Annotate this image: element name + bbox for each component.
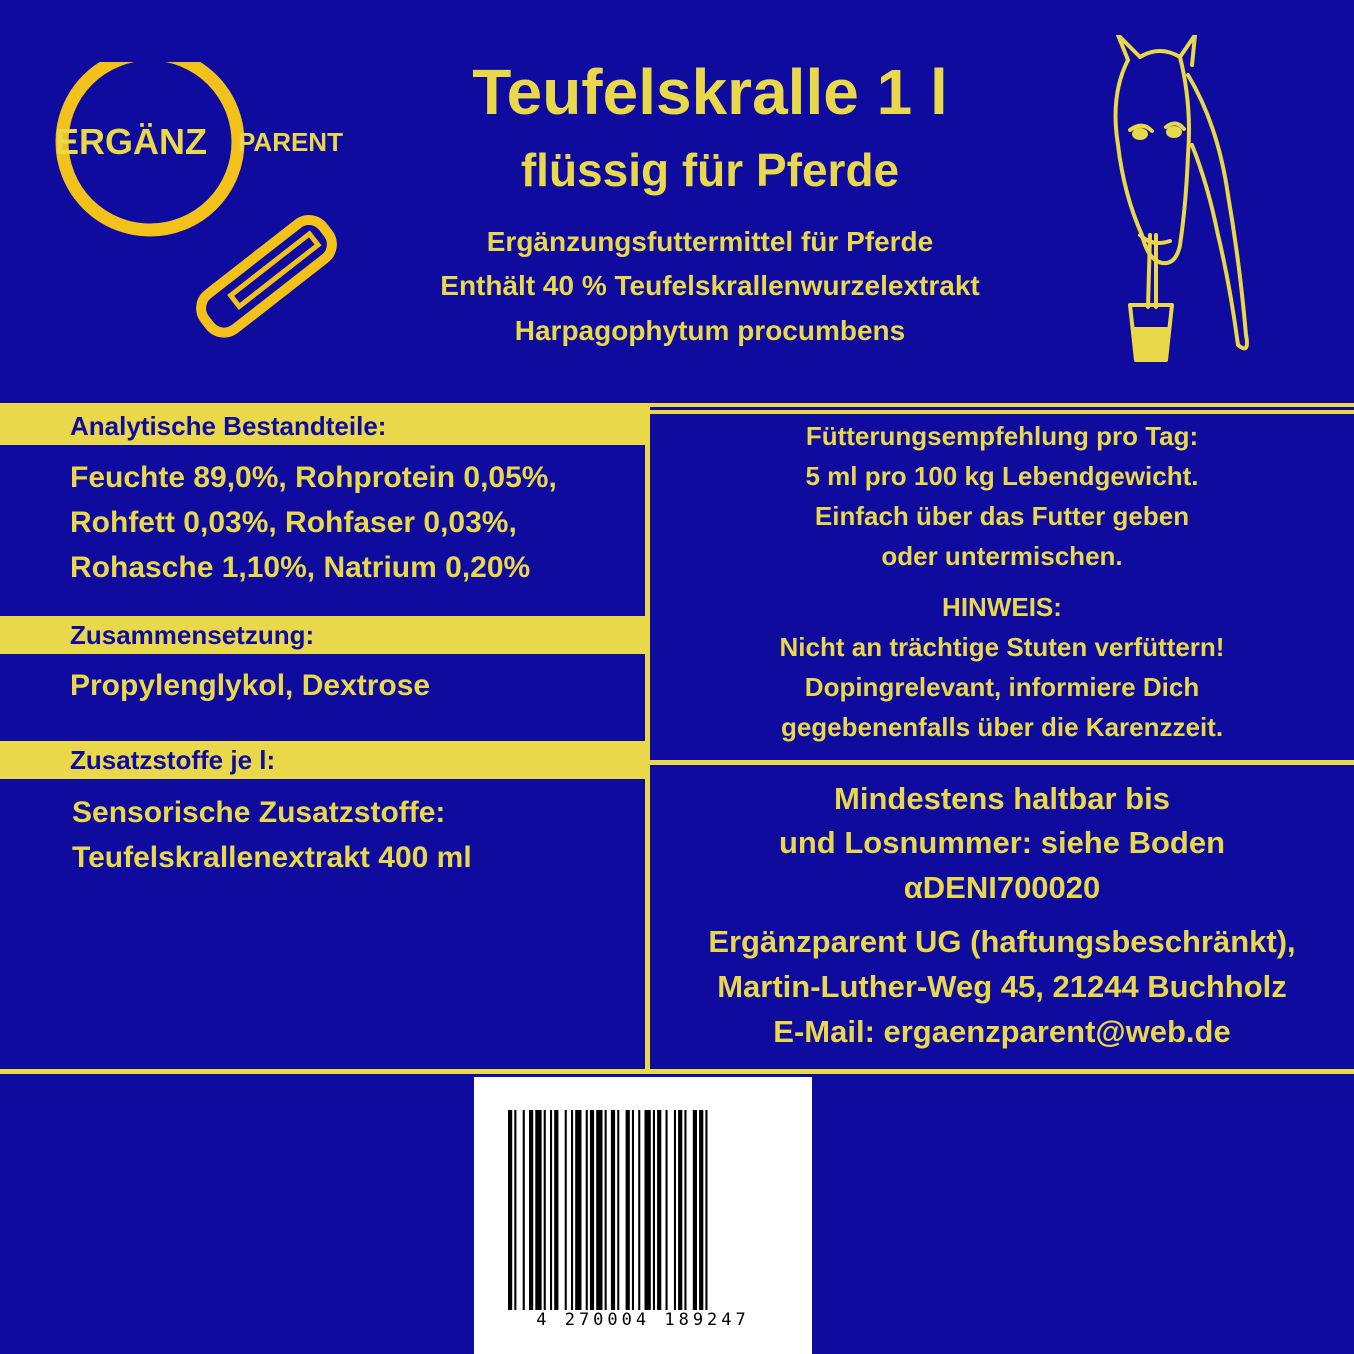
logo-main-text: ERGÄNZ — [55, 121, 207, 162]
feeding-line: Fütterungsempfehlung pro Tag: — [805, 421, 1199, 451]
barcode-bar — [699, 1110, 703, 1310]
barcode-bar — [626, 1110, 630, 1310]
analytic-line: Rohasche 1,10%, Natrium 0,20% — [70, 551, 531, 584]
barcode-bar — [508, 1110, 512, 1310]
barcode-bar — [575, 1110, 581, 1310]
barcode-bar — [678, 1110, 682, 1310]
composition-heading: Zusammensetzung: — [70, 620, 315, 650]
magnifier-icon — [30, 62, 360, 362]
barcode-number: 4 270004 189247 — [536, 1310, 750, 1330]
analytic-line: Rohfett 0,03%, Rohfaser 0,03%, — [70, 506, 517, 539]
barcode-bar — [550, 1110, 552, 1310]
header-line: Ergänzungsfuttermittel für Pferde — [486, 226, 934, 257]
barcode-bar — [565, 1110, 567, 1310]
barcode-bar — [653, 1110, 655, 1310]
divider-line — [0, 1069, 1354, 1074]
horse-drinking-icon — [1100, 35, 1260, 365]
barcode-bar — [529, 1110, 533, 1310]
info-line: Mindestens haltbar bis — [834, 781, 1170, 816]
info-line: und Losnummer: siehe Boden — [778, 825, 1226, 860]
barcode-bar — [705, 1110, 707, 1310]
note-line: Dopingrelevant, informiere Dich — [804, 672, 1200, 702]
analytic-heading-band — [0, 407, 645, 445]
barcode-bar — [674, 1110, 676, 1310]
barcode-bar — [554, 1110, 558, 1310]
composition-text: Propylenglykol, Dextrose — [70, 669, 431, 702]
barcode-bar — [693, 1110, 697, 1310]
barcode-bar — [605, 1110, 607, 1310]
lot-number: αDENI700020 — [903, 870, 1101, 905]
address-line: Martin-Luther-Weg 45, 21244 Buchholz — [717, 969, 1287, 1004]
barcode-bar — [617, 1110, 619, 1310]
barcode-bar — [645, 1110, 651, 1310]
additives-heading: Zusatzstoffe je l: — [70, 745, 276, 775]
note-heading: HINWEIS: — [942, 592, 1062, 622]
barcode-bar — [514, 1110, 516, 1310]
feeding-line: oder untermischen. — [881, 541, 1123, 571]
barcode-bar — [657, 1110, 661, 1310]
header-line: Harpagophytum procumbens — [514, 315, 906, 346]
barcode-bars — [508, 1110, 778, 1310]
barcode-bar — [632, 1110, 634, 1310]
analytic-line: Feuchte 89,0%, Rohprotein 0,05%, — [70, 461, 557, 494]
divider-line — [650, 410, 1354, 414]
barcode-bar — [596, 1110, 602, 1310]
barcode-bar — [535, 1110, 541, 1310]
analytic-heading: Analytische Bestandteile: — [70, 411, 387, 441]
logo-sub-text: PARENT — [238, 127, 343, 157]
note-line: Nicht an trächtige Stuten verfüttern! — [779, 632, 1225, 662]
barcode-bar — [666, 1110, 668, 1310]
barcode-bar — [638, 1110, 640, 1310]
additives-line: Teufelskrallenextrakt 400 ml — [72, 841, 472, 874]
barcode-bar — [523, 1110, 525, 1310]
barcode-bar — [611, 1110, 615, 1310]
barcode-bar — [571, 1110, 573, 1310]
additives-line: Sensorische Zusatzstoffe: — [72, 796, 446, 829]
note-line: gegebenenfalls über die Karenzzeit. — [780, 712, 1224, 742]
feeding-line: Einfach über das Futter geben — [814, 501, 1190, 531]
feeding-line: 5 ml pro 100 kg Lebendgewicht. — [805, 461, 1199, 491]
barcode-bar — [684, 1110, 686, 1310]
additives-heading-band — [0, 741, 645, 779]
product-title: Teufelskralle 1 l — [472, 56, 948, 128]
divider-line — [650, 760, 1354, 765]
address-line: Ergänzparent UG (haftungsbeschränkt), — [708, 924, 1296, 959]
barcode-bar — [544, 1110, 546, 1310]
email-line: E-Mail: ergaenzparent@web.de — [773, 1014, 1231, 1049]
barcode-bar — [590, 1110, 594, 1310]
header-line: Enthält 40 % Teufelskrallenwurzelextrakt — [440, 270, 980, 301]
product-subtitle: flüssig für Pferde — [520, 144, 900, 196]
barcode-bar — [586, 1110, 588, 1310]
composition-heading-band — [0, 616, 645, 654]
barcode — [474, 1077, 812, 1354]
